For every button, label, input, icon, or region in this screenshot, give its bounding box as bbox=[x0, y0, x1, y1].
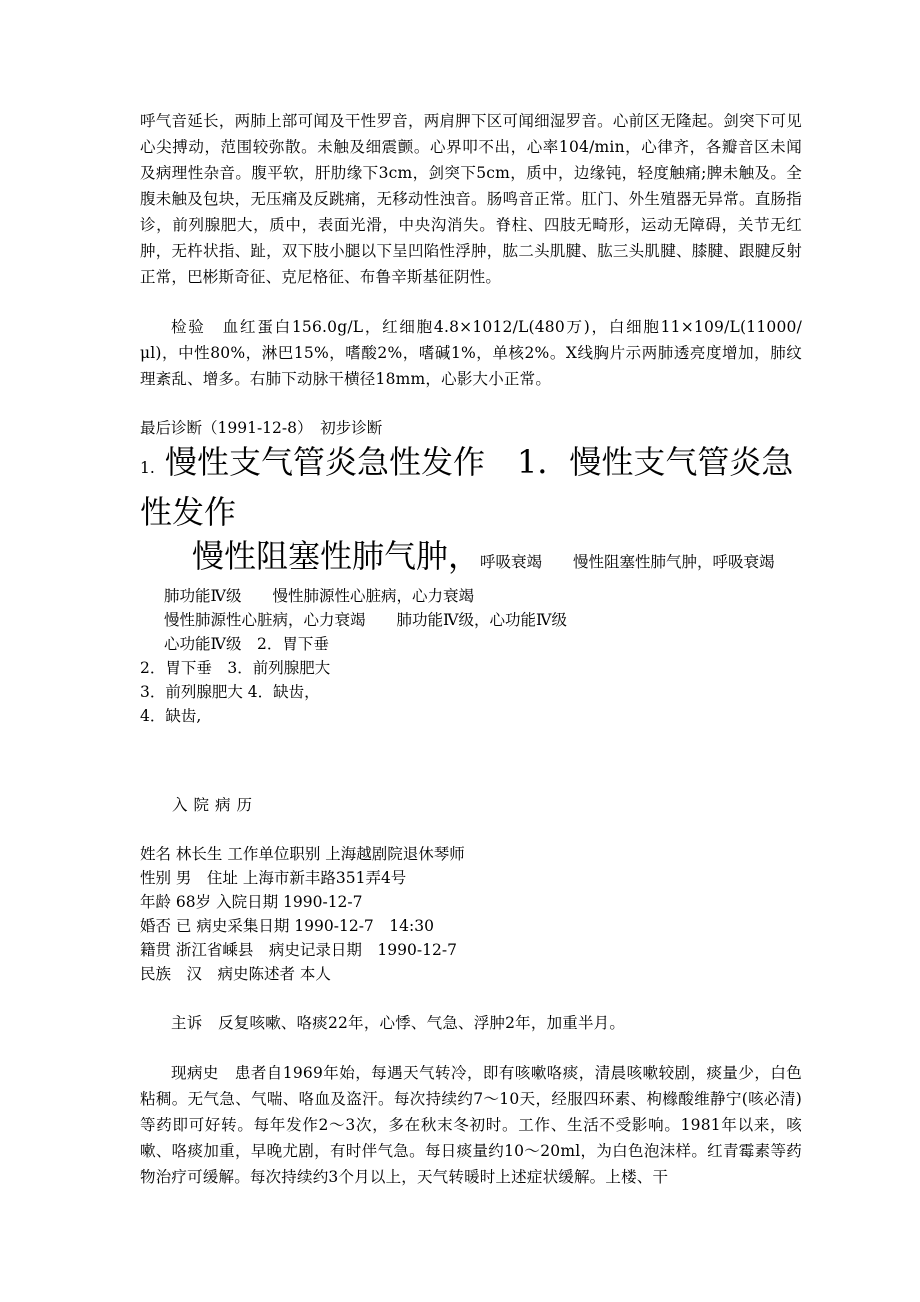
patient-info-block bbox=[140, 842, 802, 986]
patient-info-age: 年龄 68岁 入院日期 1990-12-7 bbox=[140, 893, 363, 911]
diagnosis-line-2-small: 呼吸衰竭 慢性阻塞性肺气肿，呼吸衰竭 bbox=[480, 553, 775, 571]
physical-exam-paragraph: 呼气音延长，两肺上部可闻及干性罗音，两肩胛下区可闻细湿罗音。心前区无隆起。剑突下可见心尖搏动，范围较弥散。未触及细震颤。心界叩不出，心率104/min，心律齐，各瓣音区未闻及病理性杂音。腹平软，肝肋缘下3cm，剑突下5cm，质中，边缘钝，轻度触痛;脾未触及。全腹未触及包块，无压痛及反跳痛，无移动性浊音。肠鸣音正常。肛门、外生殖器无异常。直肠指诊，前列腺肥大，质中，表面光滑，中央沟消失。脊柱、四肢无畸形，运动无障碍，关节无红肿，无杵状指、趾，双下肢小腿以下呈凹陷性浮肿，肱二头肌腱、肱三头肌腱、膝腱、跟腱反射正常，巴彬斯奇征、克尼格征、布鲁辛斯基征阴性。 bbox=[140, 112, 802, 286]
diagnosis-line-1 bbox=[140, 440, 802, 534]
diagnosis-number: 1. bbox=[140, 459, 155, 477]
present-illness: 现病史 患者自1969年始，每遇天气转冷，即有咳嗽咯痰，清晨咳嗽较剧，痰量少，白色粘稠。无气急、气喘、咯血及盗汗。每次持续约7～10天，经服四环素、枸橼酸维静宁(咳必清)等药即可好转。每年发作2～3次，多在秋末冬初时。工作、生活不受影响。1981年以来，咳嗽、咯痰加重，早晚尤剧，有时伴气急。每日痰量约10～20ml，为白色泡沫样。红青霉素等药物治疗可缓解。每次持续约3个月以上，天气转暖时上述症状缓解。上楼、干 bbox=[140, 1064, 802, 1186]
patient-info-name: 姓名 林长生 工作单位职别 上海越剧院退休琴师 bbox=[140, 845, 465, 863]
diagnosis-line-7: 3．前列腺肥大 4．缺齿， bbox=[140, 683, 320, 701]
chief-complaint: 主诉 反复咳嗽、咯痰22年，心悸、气急、浮肿2年，加重半月。 bbox=[171, 1014, 626, 1032]
diagnosis-header: 最后诊断（1991-12-8） 初步诊断 bbox=[140, 419, 383, 437]
lab-results-paragraph: 检验 血红蛋白156.0g/L，红细胞4.8×1012/L(480万)，白细胞11×109/L(11000/μl)，中性80%，淋巴15%，嗜酸2%，嗜碱1%，单核2%。X线胸片示两肺透亮度增加，肺纹理紊乱、增多。右肺下动脉干横径18mm，心影大小正常。 bbox=[140, 318, 802, 388]
diagnosis-line-4: 慢性肺源性心脏病，心力衰竭 肺功能Ⅳ级，心功能Ⅳ级 bbox=[164, 611, 567, 629]
patient-info-sex: 性别 男 住址 上海市新丰路351弄4号 bbox=[140, 869, 407, 887]
diagnosis-line-8: 4．缺齿, bbox=[140, 707, 202, 725]
patient-info-ethnicity: 民族 汉 病史陈述者 本人 bbox=[140, 965, 331, 983]
diagnosis-line-5: 心功能Ⅳ级 2．胃下垂 bbox=[164, 635, 329, 653]
diagnosis-line-3: 肺功能Ⅳ级 慢性肺源性心脏病，心力衰竭 bbox=[164, 587, 474, 605]
diagnosis-line-1-text: 慢性支气管炎急性发作 1．慢性支气管炎急性发作 bbox=[140, 443, 794, 531]
record-title: 入院病历 bbox=[172, 796, 259, 814]
diagnosis-line-6: 2．胃下垂 3．前列腺肥大 bbox=[140, 659, 331, 677]
diagnosis-line-2 bbox=[140, 534, 802, 584]
patient-info-marital: 婚否 已 病史采集日期 1990-12-7 14:30 bbox=[140, 917, 434, 935]
diagnosis-line-2-big: 慢性阻塞性肺气肿， bbox=[192, 537, 481, 575]
patient-info-origin: 籍贯 浙江省嵊县 病史记录日期 1990-12-7 bbox=[140, 941, 457, 959]
